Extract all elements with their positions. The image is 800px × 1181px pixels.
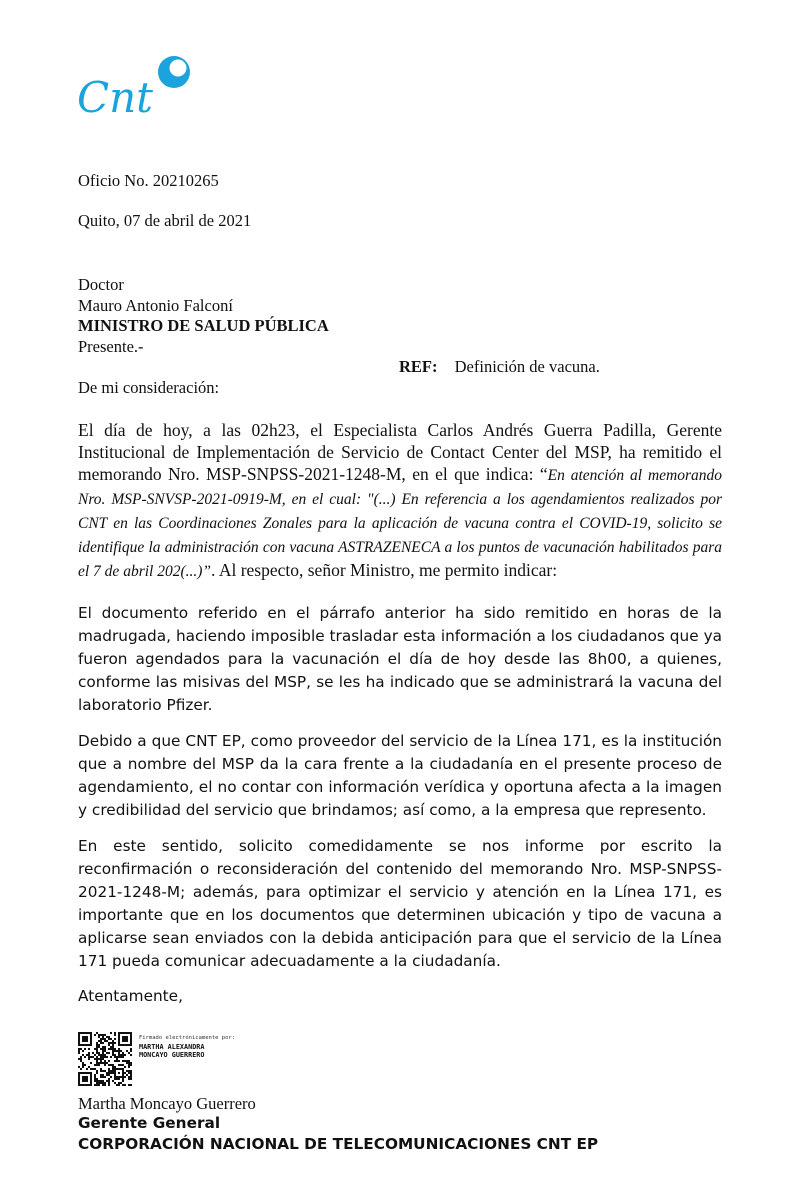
paragraph-4: En este sentido, solicito comedidamente se nos informe por escrito la reconfirmación o reconsideración del contenido del memorando Nro. MSP-SNPSS-2021-1248-M; además, para optimizar el servicio y atención en la Línea 171, es importante que en los documentos que determinen ubicación y tipo de vacuna a aplicarse sean enviados con la debida anticipación para que el servicio de la Línea 171 pueda comunicar adecuadamente a la ciudadanía. xyxy=(78,837,722,970)
recipient-title: Doctor xyxy=(78,275,124,294)
stamp-label: Firmado electrónicamente por: xyxy=(139,1035,236,1041)
sender-company: CORPORACIÓN NACIONAL DE TELECOMUNICACIONES CNT EP xyxy=(78,1135,599,1153)
paragraph-1-outro: . Al respecto, señor Ministro, me permito indicar: xyxy=(211,560,558,580)
sender-name: Martha Moncayo Guerrero xyxy=(78,1094,256,1113)
reference-line xyxy=(399,357,600,377)
paragraph-1 xyxy=(78,419,722,583)
ref-label: REF: xyxy=(399,357,438,376)
qr-code-icon xyxy=(78,1032,132,1086)
oficio-number: Oficio No. 20210265 xyxy=(78,171,219,190)
electronic-signature-stamp xyxy=(139,1034,235,1060)
logo-text: Cnt xyxy=(77,73,154,122)
recipient-presente: Presente.- xyxy=(78,337,144,356)
recipient-position: MINISTRO DE SALUD PÚBLICA xyxy=(78,316,329,335)
stamp-name-1: MARTHA ALEXANDRA xyxy=(139,1042,205,1051)
ref-value: Definición de vacuna. xyxy=(454,357,600,376)
sender-title: Gerente General xyxy=(78,1114,221,1132)
recipient-name: Mauro Antonio Falconí xyxy=(78,296,233,315)
greeting: De mi consideración: xyxy=(78,378,220,397)
paragraph-2: El documento referido en el párrafo anterior ha sido remitido en horas de la madrugada, haciendo imposible trasladar esta información a los ciudadanos que ya fueron agendados para la vacunación el día de hoy desde las 8h00, a quienes, conforme las misivas del MSP, se les ha indicado que se administrará la vacuna del laboratorio Pfizer. xyxy=(78,604,722,714)
paragraph-1-quote: En atención al memorando Nro. MSP-SNVSP-2021-0919-M, en el cual: "(...) En referencia a los agendamientos realizados por CNT en las Coordinaciones Zonales para la aplicación de vacuna contra el COVID-19, solicito se identifique la administración con vacuna ASTRAZENECA a los puntos de vacunación habilitados para el 7 de abril 202(...)” xyxy=(78,467,722,580)
letter-date: Quito, 07 de abril de 2021 xyxy=(78,211,252,230)
paragraph-3: Debido a que CNT EP, como proveedor del servicio de la Línea 171, es la institución que a nombre del MSP da la cara frente a la ciudadanía en el presente proceso de agendamiento, el no contar con información verídica y oportuna afecta a la imagen y credibilidad del servicio que brindamos; así como, a la empresa que represento. xyxy=(78,732,722,819)
closing: Atentamente, xyxy=(78,987,183,1005)
stamp-name-2: MONCAYO GUERRERO xyxy=(139,1051,205,1059)
cnt-logo xyxy=(74,55,199,135)
paragraph-1-intro: El día de hoy, a las 02h23, el Especialista Carlos Andrés Guerra Padilla, Gerente Institucional de Implementación de Servicio de Contact Center del MSP, ha remitido el memorando Nro. MSP-SNPSS-2021-1248-M, en el que indica: “ xyxy=(78,420,722,484)
